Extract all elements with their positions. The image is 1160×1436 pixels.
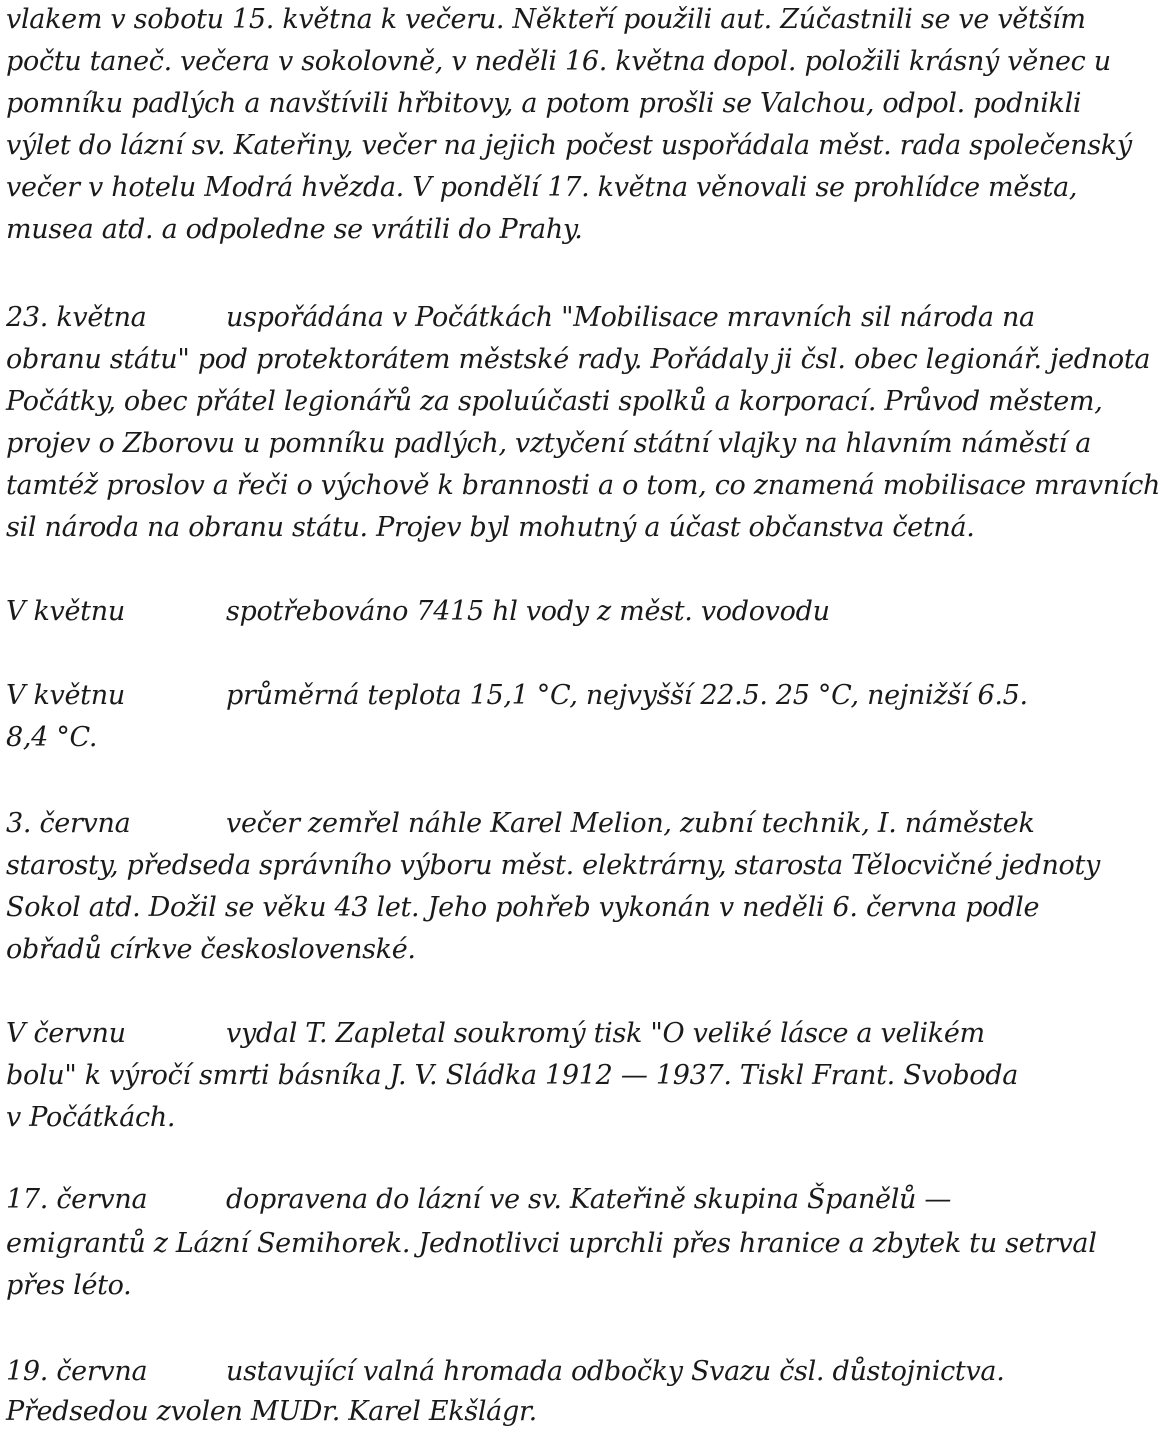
entry-text: vydal T. Zapletal soukromý tisk "O veliké lásce a velikém	[226, 1018, 985, 1049]
entry-date: 3. června	[6, 808, 131, 839]
entry-text: večer zemřel náhle Karel Melion, zubní technik, I. náměstek	[226, 808, 1035, 839]
entry-text: spotřebováno 7415 hl vody z měst. vodovodu	[226, 596, 830, 627]
entry-text: průměrná teplota 15,1 °C, nejvyšší 22.5. 25 °C, nejnižší 6.5.	[226, 680, 1028, 711]
entry-line: projev o Zborovu u pomníku padlých, vztyčení státní vlajky na hlavním náměstí a	[6, 428, 1092, 459]
intro-line: pomníku padlých a navštívili hřbitovy, a potom prošli se Valchou, odpol. podnikli	[6, 88, 1082, 119]
entry-text: uspořádána v Počátkách "Mobilisace mravních sil národa na	[226, 302, 1035, 333]
intro-line: výlet do lázní sv. Kateřiny, večer na jejich počest uspořádala měst. rada společenský	[6, 130, 1132, 161]
intro-line: večer v hotelu Modrá hvězda. V pondělí 17. května věnovali se prohlídce města,	[6, 172, 1078, 203]
entry-line: Sokol atd. Dožil se věku 43 let. Jeho pohřeb vykonán v neděli 6. června podle	[6, 892, 1040, 923]
entry-text: dopravena do lázní ve sv. Kateřině skupina Španělů —	[226, 1184, 952, 1215]
entry-line: tamtéž proslov a řeči o výchově k brannosti a o tom, co znamená mobilisace mravních	[6, 470, 1160, 501]
entry-line: emigrantů z Lázní Semihorek. Jednotlivci uprchli přes hranice a zbytek tu setrval	[6, 1228, 1097, 1259]
entry-line: starosty, předseda správního výboru měst. elektrárny, starosta Tělocvičné jednoty	[6, 850, 1101, 881]
entry-date: V květnu	[6, 596, 125, 627]
entry-line: bolu" k výročí smrti básníka J. V. Sládka 1912 — 1937. Tiskl Frant. Svoboda	[6, 1060, 1019, 1091]
intro-line: počtu taneč. večera v sokolovně, v neděli 16. května dopol. položili krásný věnec u	[6, 46, 1111, 77]
entry-line: obranu státu" pod protektorátem městské rady. Pořádaly ji čsl. obec legionář. jednota	[6, 344, 1151, 375]
entry-line: Počátky, obec přátel legionářů za spoluúčasti spolků a korporací. Průvod městem,	[6, 386, 1103, 417]
entry-line: obřadů církve československé.	[6, 934, 416, 965]
intro-line: vlakem v sobotu 15. května k večeru. Někteří použili aut. Zúčastnili se ve větším	[6, 4, 1086, 35]
entry-line: v Počátkách.	[6, 1102, 176, 1133]
entry-date: 17. června	[6, 1184, 148, 1215]
entry-line: přes léto.	[6, 1270, 132, 1301]
entry-date: V červnu	[6, 1018, 126, 1049]
entry-line: 8,4 °C.	[6, 722, 98, 753]
entry-text: ustavující valná hromada odbočky Svazu čsl. důstojnictva.	[226, 1356, 1005, 1387]
intro-line: musea atd. a odpoledne se vrátili do Prahy.	[6, 214, 583, 245]
entry-date: V květnu	[6, 680, 125, 711]
entry-line: Předsedou zvolen MUDr. Karel Ekšlágr.	[6, 1396, 537, 1427]
entry-date: 23. května	[6, 302, 147, 333]
entry-date: 19. června	[6, 1356, 148, 1387]
entry-line: sil národa na obranu státu. Projev byl mohutný a účast občanstva četná.	[6, 512, 975, 543]
